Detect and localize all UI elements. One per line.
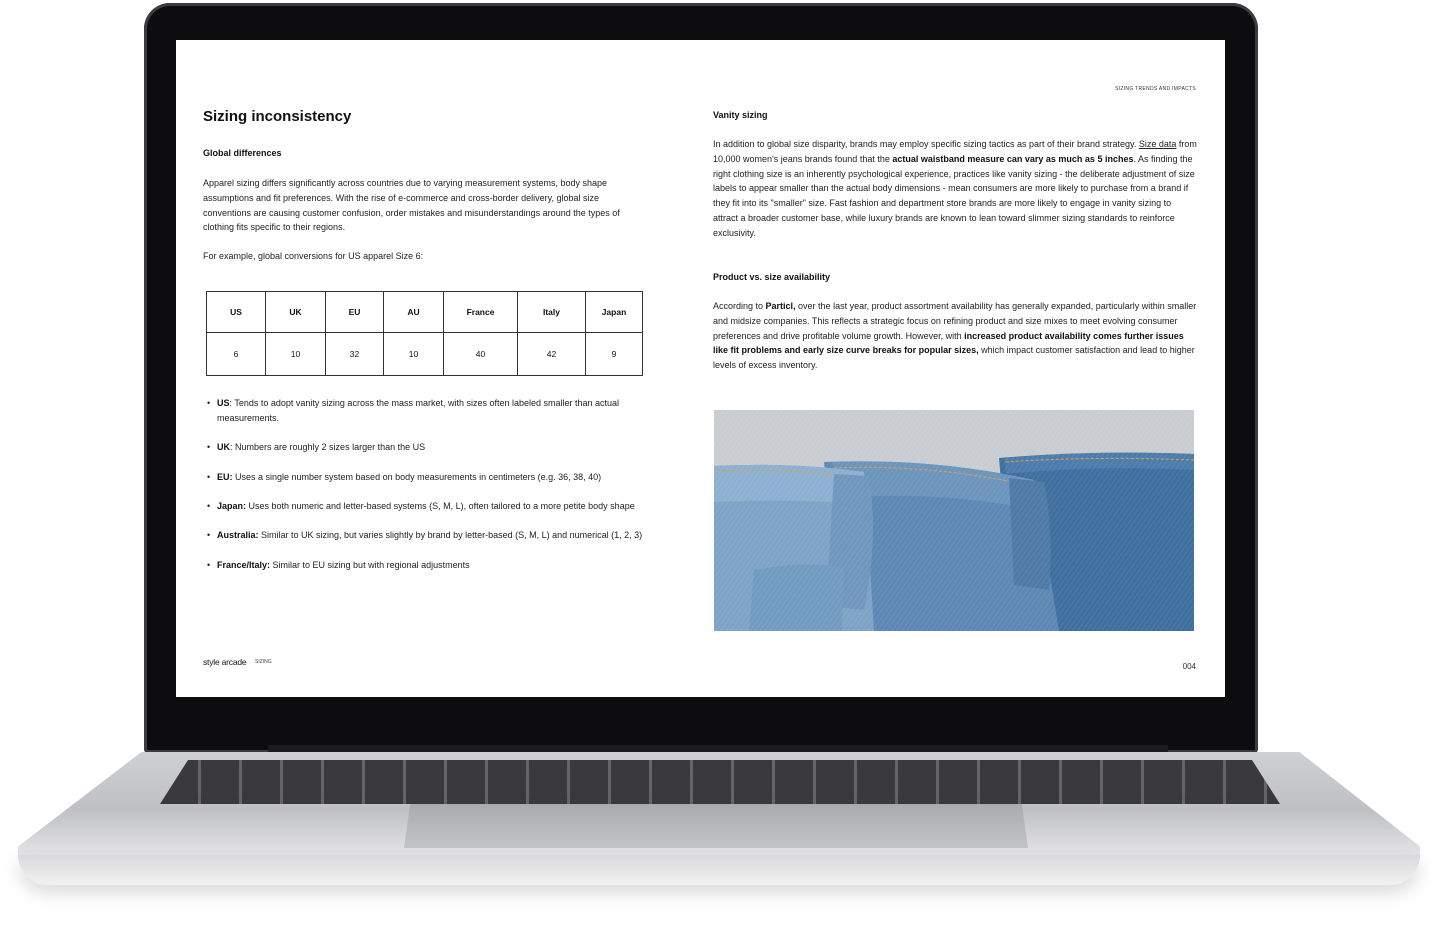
running-header: SIZING TRENDS AND IMPACTS (1115, 86, 1196, 92)
table-row (207, 333, 643, 376)
table-header: EU (326, 292, 384, 333)
vanity-sizing-paragraph: In addition to global size disparity, brands may employ specific sizing tactics as part of their brand strategy. Size data from 10,000 women's jeans brands found that the actual waistband measure can vary as much as 5 inches. As finding the right clothing size is an inherently psychological experience, practices like vanity sizing - the deliberate adjustment of size labels to appear smaller than the actual body dimensions - mean consumers are more likely to purchase from a brand if they fit into its "smaller" size. Fast fashion and department store brands are more likely to engage in vanity sizing to attract a broader customer base, while luxury brands are known to lean toward slimmer sizing standards to reinforce exclusivity. (713, 139, 1197, 238)
table-header: France (444, 292, 518, 333)
table-cell: 42 (518, 333, 586, 376)
table-cell: 9 (586, 333, 643, 376)
table-cell: 40 (444, 333, 518, 376)
list-item (217, 396, 657, 426)
list-item (217, 558, 657, 573)
jeans-photo (714, 410, 1194, 631)
note-label: UK (217, 442, 230, 453)
note-text: Numbers are roughly 2 sizes larger than the US (232, 442, 426, 453)
availability-heading: Product vs. size availability (713, 272, 831, 282)
page-number: 004 (1182, 662, 1196, 671)
table-cell: 10 (384, 333, 444, 376)
page-title: Sizing inconsistency (203, 108, 352, 125)
table-header: Japan (586, 292, 643, 333)
note-text: Tends to adopt vanity sizing across the mass market, with sizes often labeled smaller than actual measurements. (217, 398, 620, 423)
table-cell: 32 (326, 333, 384, 376)
note-text: Uses both numeric and letter-based systems (S, M, L), often tailored to a more petite body shape (246, 500, 635, 511)
note-label: Japan: (217, 500, 247, 511)
document-page (176, 40, 1225, 697)
note-label: France/Italy: (217, 559, 271, 570)
table-header: US (207, 292, 266, 333)
global-differences-heading: Global differences (203, 148, 282, 158)
laptop-keyboard (160, 760, 1280, 804)
section-label: SIZING (255, 659, 272, 665)
note-text: Similar to UK sizing, but varies slightly by brand by letter-based (S, M, L) and numerical (1, 2, 3) (258, 530, 643, 541)
list-item (217, 528, 657, 543)
table-cell: 10 (266, 333, 326, 376)
note-label: EU: (217, 471, 233, 482)
intro-paragraph: Apparel sizing differs significantly across countries due to varying measurement systems, body shape assumptions and fit preferences. With the rise of e-commerce and cross-border delivery, global size conventions are causing customer confusion, order mistakes and misunderstandings around the types of clothing fits specific to their regions. (203, 178, 620, 233)
example-line: For example, global conversions for US apparel Size 6: (203, 251, 424, 261)
table-header: AU (384, 292, 444, 333)
table-header: Italy (518, 292, 586, 333)
list-item (217, 499, 657, 514)
note-label: Australia: (217, 530, 259, 541)
list-item (217, 440, 657, 455)
availability-paragraph: According to Particl, over the last year, product assortment availability has generally expanded, particularly within smaller and midsize companies. This reflects a strategic focus on refining product and size mixes to meet evolving consumer preferences and drive profitable volume growth. However, with increased product availability comes further issues like fit problems and early size curve breaks for popular sizes, which impact customer satisfaction and lead to higher levels of excess inventory. (713, 301, 1197, 371)
table-header: UK (266, 292, 326, 333)
brand-logo: style arcade (203, 657, 247, 667)
vanity-sizing-heading: Vanity sizing (713, 110, 768, 120)
country-notes-list (206, 396, 657, 587)
note-separator: : (230, 442, 233, 453)
note-label: US (217, 398, 230, 408)
note-text: Uses a single number system based on body measurements in centimeters (e.g. 36, 38, 40) (232, 471, 602, 482)
note-separator: : (229, 398, 233, 408)
table-header-row (207, 292, 643, 333)
note-text: Similar to EU sizing but with regional adjustments (270, 559, 470, 570)
list-item (217, 470, 657, 485)
jeans-illustration (714, 410, 1194, 631)
laptop-trackpad (404, 804, 1028, 848)
table-cell: 6 (207, 333, 266, 376)
size-data-link[interactable]: Size data (1138, 139, 1177, 149)
laptop-bottom-edge (18, 855, 1420, 885)
size-conversion-table (206, 291, 643, 376)
